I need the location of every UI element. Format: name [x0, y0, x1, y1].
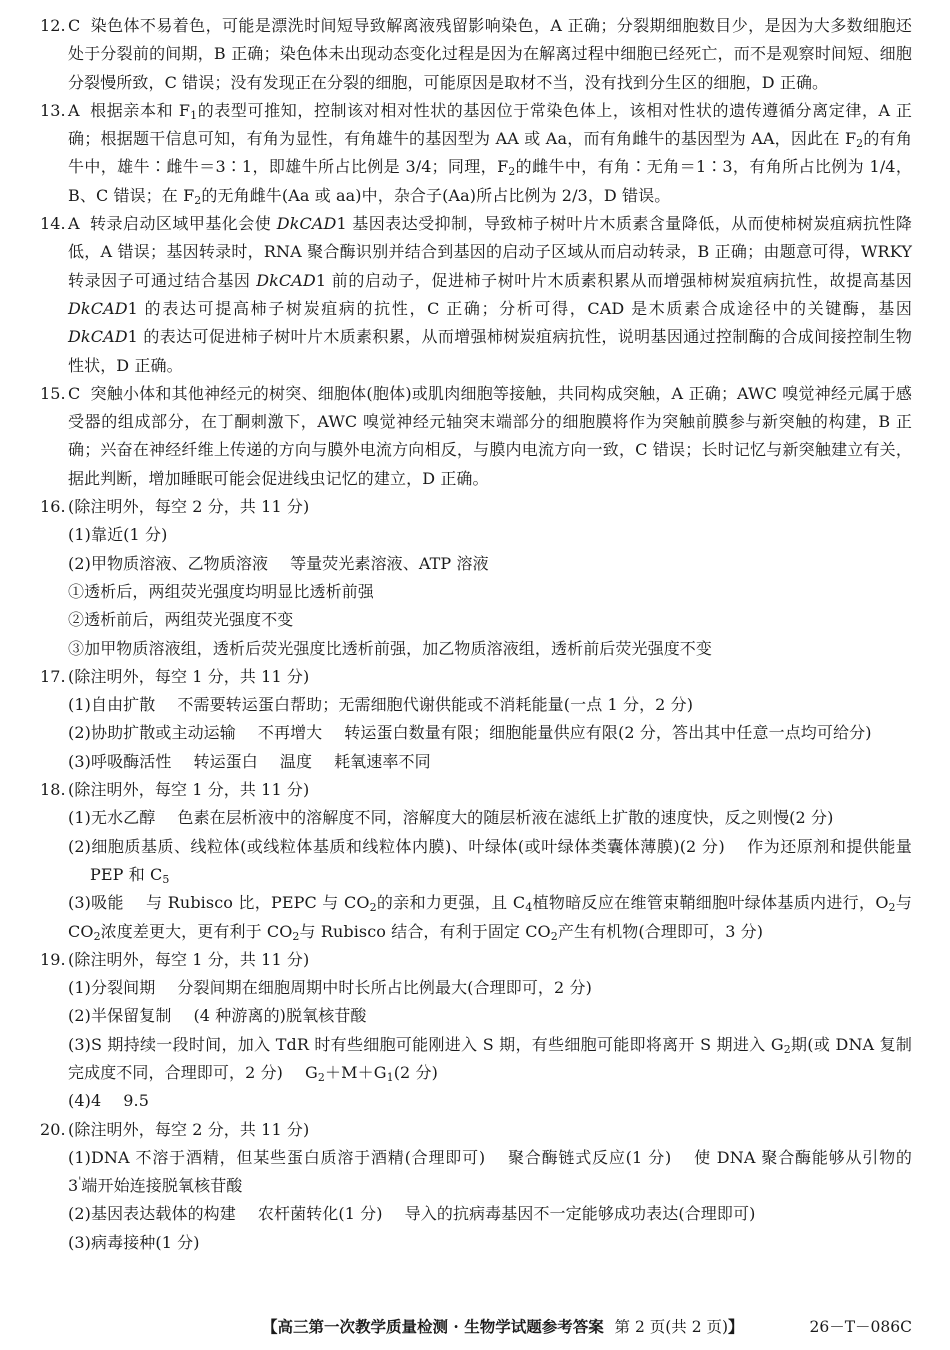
sub-answer: ②透析前后，两组荧光强度不变: [68, 610, 294, 630]
item-number: 12.: [40, 16, 66, 35]
subscript: 2: [317, 1070, 326, 1084]
blank-answer: 9.5: [123, 1091, 149, 1111]
blank-answer: (1)无水乙醇: [68, 808, 156, 828]
item-number: 16.: [40, 497, 66, 517]
blank-answer-part: 与 CO: [68, 893, 912, 941]
sub-answer: [68, 719, 912, 747]
sub-answer: [68, 1200, 912, 1228]
page-footer: [40, 1313, 912, 1341]
blank-answer-part: 端开始连接脱氧核苷酸: [81, 1176, 243, 1196]
blank-answer: (1)分裂间期: [68, 978, 156, 998]
footer-title-block: [262, 1313, 744, 1341]
scoring-note: (除注明外，每空 2 分，共 11 分): [68, 497, 310, 517]
answer-item-15: [40, 380, 912, 493]
sub-answer: [68, 748, 912, 776]
blank-answer: (4 种游离的)脱氧核苷酸: [193, 1006, 367, 1026]
blank-answer: 聚合酶链式反应(1 分): [507, 1147, 672, 1167]
item-answer-letter: C: [68, 383, 81, 403]
footer-bracket: 】: [728, 1317, 744, 1336]
blank-answer-part: 与 Rubisco 结合，有利于固定 CO: [299, 921, 551, 941]
blank-answer: 转运蛋白: [193, 751, 258, 771]
subscript: 1: [386, 1070, 394, 1084]
subscript: 2: [783, 1042, 791, 1056]
blank-answer: (2)协助扩散或主动运输: [68, 723, 236, 743]
sub-answer: [68, 1144, 912, 1201]
subscript: 5: [162, 872, 170, 886]
subscript: 2: [194, 193, 202, 207]
item-number: 18.: [40, 780, 66, 800]
subscript: 2: [888, 901, 896, 915]
scoring-note: (除注明外，每空 1 分，共 11 分): [68, 666, 310, 686]
footer-title: 高三第一次教学质量检测 · 生物学试题参考答案: [277, 1317, 604, 1336]
subscript: 2: [856, 137, 864, 151]
blank-answer: 耗氧速率不同: [334, 751, 431, 771]
sub-answer: [68, 889, 912, 946]
sub-answer: ③加甲物质溶液组，透析后荧光强度比透析前强，加乙物质溶液组，透析前后荧光强度不变: [68, 638, 713, 658]
blank-answer: PEP 和 C: [90, 864, 163, 884]
subscript: 2: [93, 929, 101, 943]
item-explanation-part: 1 前的启动子，促进柿子树叶片木质素积累从而增强柿树炭疽病抗性，故提高基因: [315, 270, 912, 290]
blank-answer: 等量荧光素溶液、ATP 溶液: [290, 553, 489, 573]
item-explanation-part: 1 基因表达受抑制，导致柿子树叶片木质素含量降低，从而使柿树炭疽病抗性降低，A 错误；基因转录时，RNA 聚合酶识别并结合到基因的启动子区域从而启动转录，B 正确；由题意可得，WRKY 转录因子可通过结合基因: [68, 214, 912, 290]
blank-answer: 不需要转运蛋白帮助；无需细胞代谢供能或不消耗能量(一点 1 分，2 分): [177, 695, 694, 715]
blank-answer: 农杆菌转化(1 分): [257, 1204, 383, 1224]
blank-answer: 转运蛋白数量有限；细胞能量供应有限(2 分，答出其中任意一点均可给分): [344, 723, 872, 743]
blank-answer-part: (2 分): [393, 1062, 438, 1082]
item-number: 20.: [40, 1119, 66, 1139]
item-number: 19.: [40, 949, 66, 969]
item-answer-letter: A: [68, 100, 80, 120]
sub-answer: (1)靠近(1 分): [68, 525, 168, 545]
answer-content: [40, 12, 912, 1257]
item-number: 17.: [40, 666, 66, 686]
item-number: 15.: [40, 383, 66, 403]
blank-answer-part: 使 DNA 聚合酶能够从引物的 3: [68, 1147, 912, 1196]
blank-answer: (4)4: [68, 1091, 102, 1111]
answer-item-20: [40, 1116, 912, 1257]
answer-item-19: [40, 946, 912, 1116]
blank-answer: (1)自由扩散: [68, 695, 156, 715]
sub-answer: ①透析后，两组荧光强度均明显比透析前强: [68, 581, 374, 601]
sub-answer: [68, 1087, 912, 1115]
subscript: 2: [292, 929, 300, 943]
item-explanation-part: 的表型可推知，控制该对相对性状的基因位于常染色体上，该相对性状的遗传遵循分离定律，A 正确；根据题干信息可知，有角为显性，有角雄牛的基因型为 AA 或 Aa，而有角雌牛的基因型为 AA，因此在 F: [68, 100, 912, 149]
blank-answer-part: 与 Rubisco 比，PEPC 与 CO: [145, 893, 370, 913]
sub-answer: [68, 691, 912, 719]
scoring-note: (除注明外，每空 1 分，共 11 分): [68, 780, 310, 800]
blank-answer: (1)DNA 不溶于酒精，但某些蛋白质溶于酒精(合理即可): [68, 1147, 486, 1167]
footer-document-code: 26－T－086C: [809, 1318, 912, 1336]
blank-answer: (2)甲物质溶液、乙物质溶液: [68, 553, 269, 573]
item-explanation: 突触小体和其他神经元的树突、细胞体(胞体)或肌肉细胞等接触，共同构成突触，A 正确；AWC 嗅觉神经元属于感受器的组成部分，在丁酮刺激下，AWC 嗅觉神经元轴突末端部分的细胞膜将作为突触前膜参与新突触的构建，B 正确；兴奋在神经纤维上传递的方向与膜外电流方向相反，与膜内电流方向一致，C 错误；长时记忆与新突触建立有关，据此判断，增加睡眠可能会促进线虫记忆的建立，D 正确。: [68, 383, 912, 488]
item-number: 14.: [40, 214, 66, 234]
blank-answer: (2)半保留复制: [68, 1006, 172, 1026]
sub-answer: [68, 833, 912, 890]
item-explanation-part: 转录启动区域甲基化会使: [89, 214, 277, 234]
item-number: 13.: [40, 100, 66, 120]
sub-answer: [68, 1031, 912, 1088]
item-explanation: 染色体不易着色，可能是漂洗时间短导致解离液残留影响染色，A 正确；分裂期细胞数目少，是因为大多数细胞还处于分裂前的间期，B 正确；染色体未出现动态变化过程是因为在解离过程中细胞已经死亡，而不是观察时间短、细胞分裂慢所致，C 错误；没有发现正在分裂的细胞，可能原因是取材不当，没有找到分生区的细胞，D 正确。: [68, 16, 912, 92]
item-explanation-part: 的无角雌牛(Aa 或 aa)中，杂合子(Aa)所占比例为 2/3，D 错误。: [201, 185, 671, 205]
answer-item-14: [40, 210, 912, 380]
subscript: 1: [190, 108, 198, 122]
sub-answer: [68, 550, 912, 578]
scoring-note: (除注明外，每空 1 分，共 11 分): [68, 949, 310, 969]
blank-answer-part: (3)S 期持续一段时间，加入 TdR 时有些细胞可能刚进入 S 期，有些细胞可能即将离开 S 期进入 G: [68, 1034, 784, 1054]
prime-mark: ': [78, 1174, 82, 1188]
item-explanation-part: 1 的表达可提高柿子树炭疽病的抗性，C 正确；分析可得，CAD 是木质素合成途径中的关键酶，基因: [127, 298, 912, 318]
answer-item-13: [40, 97, 912, 210]
footer-page-number: 第 2 页(共 2 页): [614, 1318, 729, 1336]
blank-answer: 色素在层析液中的溶解度不同，溶解度大的随层析液在滤纸上扩散的速度快，反之则慢(2 分): [177, 808, 834, 828]
blank-answer: (2)细胞质基质、线粒体(或线粒体基质和线粒体内膜)、叶绿体(或叶绿体类囊体薄膜)(2 分): [68, 836, 725, 856]
blank-answer: 不再增大: [257, 723, 323, 743]
sub-answer: (3)病毒接种(1 分): [68, 1232, 200, 1252]
subscript: 2: [550, 929, 558, 943]
blank-answer: 导入的抗病毒基因不一定能够成功表达(合理即可): [404, 1204, 756, 1224]
scoring-note: (除注明外，每空 2 分，共 11 分): [68, 1119, 310, 1139]
blank-answer: (2)基因表达载体的构建: [68, 1204, 236, 1224]
item-explanation-part: 的雌牛中，有角∶无角＝1∶3，有角所占比例为 1/4，B、C 错误；在 F: [68, 157, 912, 205]
answer-item-12: [40, 12, 912, 97]
blank-answer-part: ＋M＋G: [325, 1062, 387, 1082]
sub-answer: [68, 804, 912, 832]
blank-answer: (3)呼吸酶活性: [68, 751, 172, 771]
blank-answer-part: 浓度差更大，更有利于 CO: [100, 921, 293, 941]
item-answer-letter: C: [68, 16, 81, 35]
item-answer-letter: A: [68, 214, 80, 234]
blank-answer: (3)吸能: [68, 893, 124, 913]
gene-name: DkCAD: [276, 214, 337, 234]
sub-answer: [68, 974, 912, 1002]
blank-answer: 分裂间期在细胞周期中时长所占比例最大(合理即可，2 分): [177, 978, 592, 998]
blank-answer: 温度: [279, 751, 313, 771]
blank-answer-part: 期(或 DNA 复制完成度不同，合理即可，2 分): [68, 1034, 912, 1082]
gene-name: DkCAD: [256, 270, 316, 290]
blank-answer-part: G: [305, 1062, 318, 1082]
sub-answer: [68, 1002, 912, 1030]
item-explanation-part: 1 的表达可促进柿子树叶片木质素积累，从而增强柿树炭疽病抗性，说明基因通过控制酶的合成间接控制生物性状，D 正确。: [68, 327, 912, 375]
gene-name: DkCAD: [68, 298, 128, 318]
blank-answer-part: 植物暗反应在维管束鞘细胞叶绿体基质内进行，O: [532, 893, 889, 913]
item-explanation-part: 的有角牛中，雄牛∶雌牛＝3∶1，即雄牛所占比例是 3/4；同理，F: [68, 129, 912, 177]
subscript: 2: [369, 901, 377, 915]
subscript: 2: [508, 165, 516, 179]
answer-item-16: [40, 493, 912, 663]
footer-bracket: 【: [262, 1317, 278, 1336]
subscript: 4: [525, 901, 533, 915]
blank-answer: 作为还原剂和提供能量: [746, 836, 912, 856]
blank-answer-part: 产生有机物(合理即可，3 分): [557, 921, 764, 941]
gene-name: DkCAD: [68, 327, 128, 347]
answer-item-17: [40, 663, 912, 776]
answer-item-18: [40, 776, 912, 946]
blank-answer-part: 的亲和力更强，且 C: [376, 893, 526, 913]
item-explanation-part: 根据亲本和 F: [89, 100, 191, 120]
